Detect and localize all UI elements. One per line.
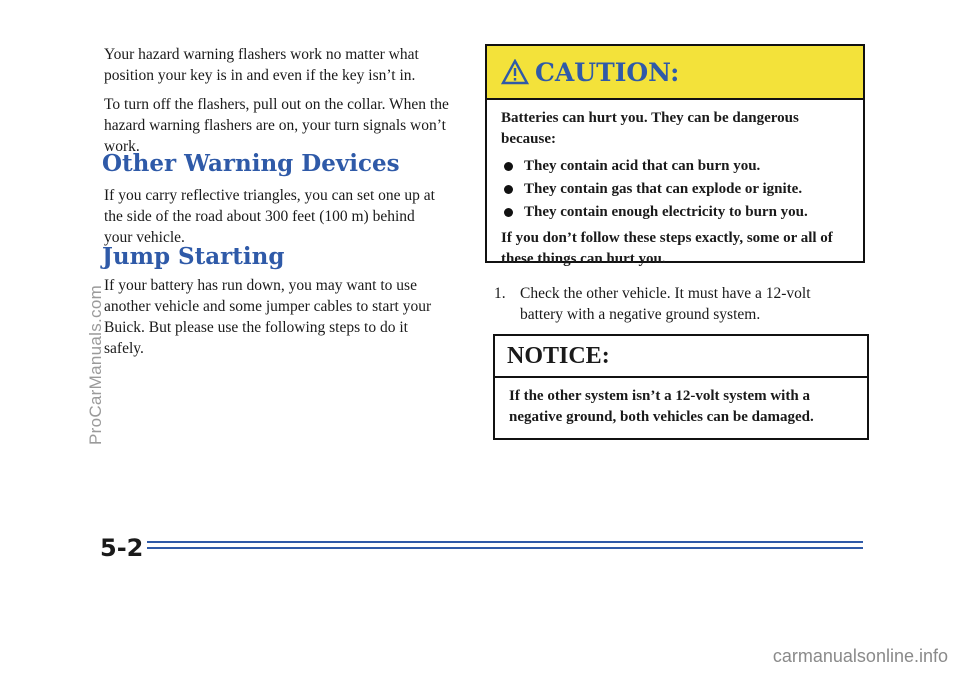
step-number: 1. bbox=[494, 285, 506, 302]
footer-rule-bottom bbox=[147, 547, 863, 549]
hazard-paragraph-1: Your hazard warning flashers work no matter what position your key is in and even if the key isn’t in. bbox=[104, 46, 419, 84]
notice-header bbox=[495, 336, 867, 378]
caution-bullet: They contain acid that can burn you. bbox=[501, 156, 849, 177]
side-watermark: ProCarManuals.com bbox=[86, 284, 105, 445]
warning-triangle-icon bbox=[501, 59, 529, 85]
notice-text: If the other system isn’t a 12-volt system with a negative ground, both vehicles can be damaged. bbox=[509, 388, 814, 425]
caution-intro: Batteries can hurt you. They can be dangerous because: bbox=[501, 110, 799, 147]
caution-body bbox=[487, 100, 863, 270]
page-number: 5-2 bbox=[100, 534, 144, 562]
caution-box bbox=[485, 44, 865, 267]
caution-title: CAUTION: bbox=[535, 57, 680, 87]
caution-closing: If you don’t follow these steps exactly, some or all of these things can hurt you. bbox=[501, 230, 833, 267]
other-warning-heading: Other Warning Devices bbox=[102, 150, 400, 177]
jump-starting-text: If your battery has run down, you may want to use another vehicle and some jumper cables to start your Buick. But please use the following steps to do it safely. bbox=[104, 277, 432, 357]
notice-body bbox=[495, 378, 867, 436]
caution-bullet: They contain enough electricity to burn you. bbox=[501, 202, 849, 223]
hazard-paragraph-2: To turn off the flashers, pull out on the collar. When the hazard warning flashers are on, your turn signals won’t work. bbox=[104, 96, 449, 155]
caution-bullet: They contain gas that can explode or ignite. bbox=[501, 179, 849, 200]
jump-starting-heading: Jump Starting bbox=[102, 243, 285, 270]
step-text: Check the other vehicle. It must have a 12-volt battery with a negative ground system. bbox=[520, 285, 811, 323]
other-warning-text: If you carry reflective triangles, you can set one up at the side of the road about 300 feet (100 m) behind your vehicle. bbox=[104, 187, 435, 246]
notice-box bbox=[493, 334, 869, 440]
bottom-watermark: carmanualsonline.info bbox=[772, 646, 948, 666]
caution-bullet-list bbox=[501, 156, 849, 223]
footer-rule-top bbox=[147, 541, 863, 543]
caution-header bbox=[487, 46, 863, 100]
notice-title: NOTICE: bbox=[507, 342, 610, 369]
step-1 bbox=[494, 283, 854, 325]
